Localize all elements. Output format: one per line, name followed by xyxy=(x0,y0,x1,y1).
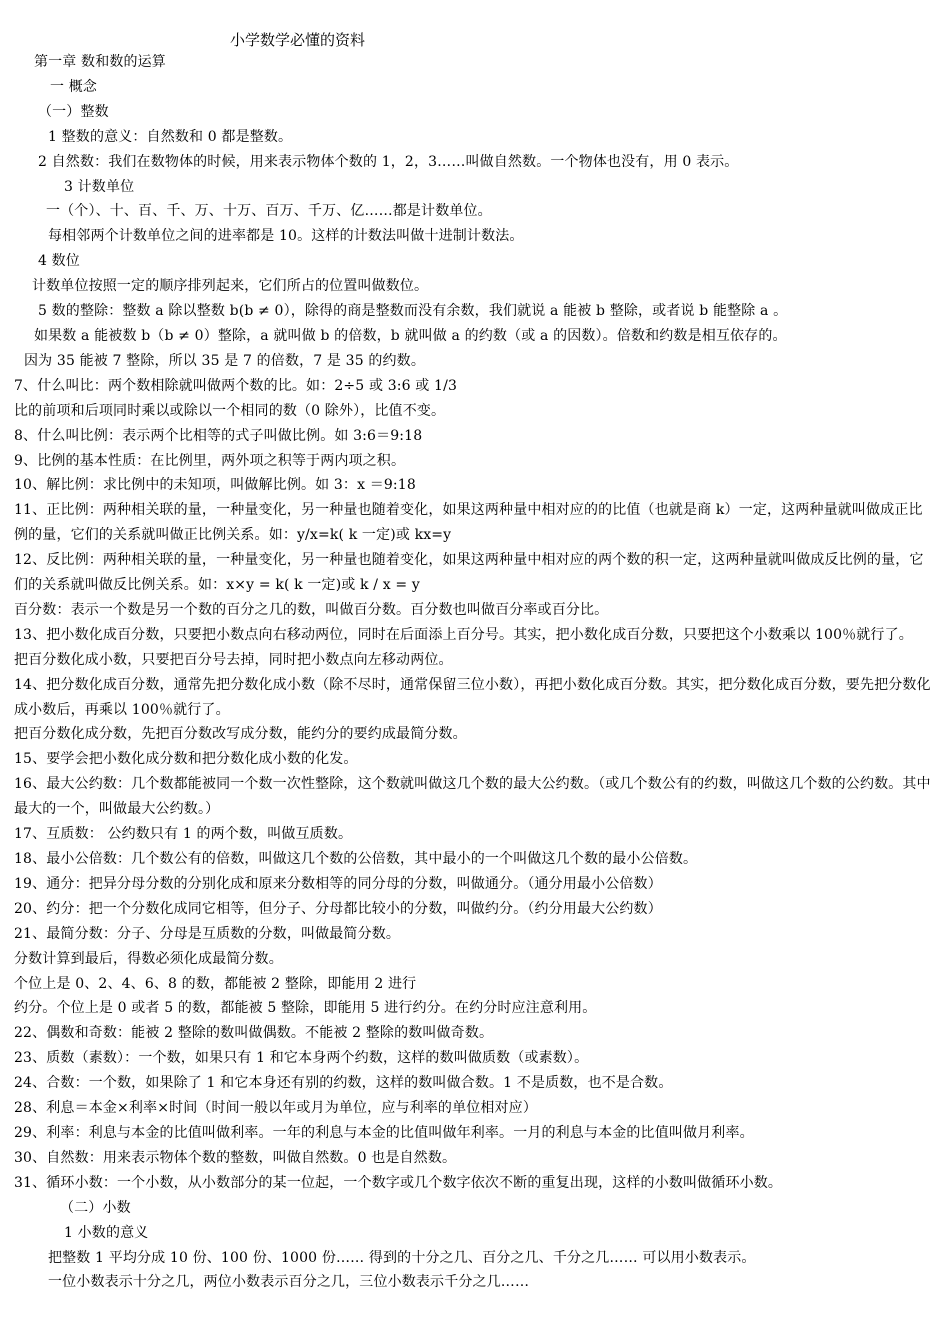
paragraph-line: 23、质数（素数）：一个数，如果只有 1 和它本身两个约数，这样的数叫做质数（或素数）。 xyxy=(14,1050,589,1067)
paragraph-line: 8、什么叫比例：表示两个比相等的式子叫做比例。如 3:6＝9:18 xyxy=(14,427,423,444)
paragraph-line: 29、利率：利息与本金的比值叫做利率。一年的利息与本金的比值叫做年利率。一月的利息与本金的比值叫做月利率。 xyxy=(14,1124,754,1141)
paragraph-line: 约分。个位上是 0 或者 5 的数，都能被 5 整除，即能用 5 进行约分。在约分时应注意利用。 xyxy=(14,1000,597,1017)
paragraph-line: 21、最简分数：分子、分母是互质数的分数，叫做最简分数。 xyxy=(14,925,401,942)
paragraph-line: 11、正比例：两种相关联的量，一种量变化，另一种量也随着变化，如果这两种量中相对应的的比值（也就是商 k）一定，这两种量就叫做成正比例的量，它们的关系就叫做正比例关系。如：y/x=k( k 一定)或 kx=y xyxy=(14,502,923,544)
paragraph-line: 22、偶数和奇数：能被 2 整除的数叫做偶数。不能被 2 整除的数叫做奇数。 xyxy=(14,1025,494,1042)
paragraph-line: 每相邻两个计数单位之间的进率都是 10。这样的计数法叫做十进制计数法。 xyxy=(48,228,524,245)
paragraph-line: 一（个）、十、百、千、万、十万、百万、千万、亿……都是计数单位。 xyxy=(46,203,492,220)
paragraph-line: 24、合数：一个数，如果除了 1 和它本身还有别的约数，这样的数叫做合数。1 不是质数，也不是合数。 xyxy=(14,1075,673,1092)
chapter-heading: 第一章 数和数的运算 xyxy=(34,54,166,70)
paragraph-line: 百分数：表示一个数是另一个数的百分之几的数，叫做百分数。百分数也叫做百分率或百分比。 xyxy=(14,601,609,618)
paragraph-line: 计数单位按照一定的顺序排列起来，它们所占的位置叫做数位。 xyxy=(32,278,429,295)
paragraph-line: 10、解比例：求比例中的未知项，叫做解比例。如 3：x ＝9:18 xyxy=(14,477,416,494)
paragraph-line: 9、比例的基本性质：在比例里，两外项之积等于两内项之积。 xyxy=(14,452,406,469)
paragraph-line: 7、什么叫比：两个数相除就叫做两个数的比。如：2÷5 或 3:6 或 1/3 xyxy=(14,377,458,394)
subsection-heading: （二）小数 xyxy=(60,1199,131,1216)
paragraph-line: 15、要学会把小数化成分数和把分数化成小数的化发。 xyxy=(14,751,358,768)
paragraph-line: 12、反比例：两种相关联的量，一种量变化，另一种量也随着变化，如果这两种量中相对应的两个数的积一定，这两种量就叫做成反比例的量，它们的关系就叫做反比例关系。如：x×y = k( k 一定)或 k / x = y xyxy=(14,552,924,594)
subsection-heading: （一）整数 xyxy=(38,103,109,120)
paragraph-line: 如果数 a 能被数 b（b ≠ 0）整除，a 就叫做 b 的倍数，b 就叫做 a 的约数（或 a 的因数）。倍数和约数是相互依存的。 xyxy=(34,327,787,344)
paragraph-line: 28、利息＝本金×利率×时间（时间一般以年或月为单位，应与利率的单位相对应） xyxy=(14,1100,537,1117)
item-heading: 4 数位 xyxy=(38,253,80,270)
paragraph-line: 20、约分：把一个分数化成同它相等，但分子、分母都比较小的分数，叫做约分。（约分用最大公约数） xyxy=(14,900,662,917)
paragraph-line: 个位上是 0、2、4、6、8 的数，都能被 2 整除，即能用 2 进行 xyxy=(14,975,417,992)
paragraph-line: 2 自然数：我们在数物体的时候，用来表示物体个数的 1，2，3……叫做自然数。一个物体也没有，用 0 表示。 xyxy=(38,153,739,170)
item-heading: 1 小数的意义 xyxy=(64,1224,149,1241)
paragraph-line: 16、最大公约数：几个数都能被同一个数一次性整除，这个数就叫做这几个数的最大公约数。（或几个数公有的约数，叫做这几个数的公约数。其中最大的一个，叫做最大公约数。） xyxy=(14,776,931,818)
item-heading: 3 计数单位 xyxy=(64,178,135,195)
paragraph-line: 因为 35 能被 7 整除，所以 35 是 7 的倍数，7 是 35 的约数。 xyxy=(24,352,425,369)
paragraph-line: 把百分数化成分数，先把百分数改写成分数，能约分的要约成最简分数。 xyxy=(14,726,467,743)
paragraph-line: 分数计算到最后，得数必须化成最简分数。 xyxy=(14,950,283,967)
document-body xyxy=(14,50,936,1295)
paragraph-line: 17、互质数： 公约数只有 1 的两个数，叫做互质数。 xyxy=(14,826,353,843)
paragraph-line: 1 整数的意义：自然数和 0 都是整数。 xyxy=(48,128,293,145)
paragraph-line: 18、最小公倍数：几个数公有的倍数，叫做这几个数的公倍数，其中最小的一个叫做这几个数的最小公倍数。 xyxy=(14,851,698,867)
paragraph-line: 把整数 1 平均分成 10 份、100 份、1000 份…… 得到的十分之几、百分之几、千分之几…… 可以用小数表示。 xyxy=(48,1249,756,1266)
document-title: 小学数学必懂的资料 xyxy=(230,31,366,49)
paragraph-line: 5 数的整除：整数 a 除以整数 b(b ≠ 0），除得的商是整数而没有余数，我们就说 a 能被 b 整除，或者说 b 能整除 a 。 xyxy=(38,303,788,320)
paragraph-line: 把百分数化成小数，只要把百分号去掉，同时把小数点向左移动两位。 xyxy=(14,651,453,668)
paragraph-line: 一位小数表示十分之几，两位小数表示百分之几，三位小数表示千分之几…… xyxy=(48,1274,530,1291)
paragraph-line: 31、循环小数：一个小数，从小数部分的某一位起，一个数字或几个数字依次不断的重复出现，这样的小数叫做循环小数。 xyxy=(14,1174,783,1191)
paragraph-line: 19、通分：把异分母分数的分别化成和原来分数相等的同分母的分数，叫做通分。（通分用最小公倍数） xyxy=(14,875,662,892)
paragraph-line: 30、自然数：用来表示物体个数的整数，叫做自然数。0 也是自然数。 xyxy=(14,1149,457,1166)
paragraph-line: 14、把分数化成百分数，通常先把分数化成小数（除不尽时，通常保留三位小数），再把小数化成百分数。其实，把分数化成百分数，要先把分数化成小数后，再乘以 100％就行了。 xyxy=(14,676,931,718)
section-heading: 一 概念 xyxy=(50,78,98,95)
paragraph-line: 13、把小数化成百分数，只要把小数点向右移动两位，同时在后面添上百分号。其实，把小数化成百分数，只要把这个小数乘以 100％就行了。 xyxy=(14,626,913,643)
paragraph-line: 比的前项和后项同时乘以或除以一个相同的数（0 除外），比值不变。 xyxy=(14,402,446,419)
